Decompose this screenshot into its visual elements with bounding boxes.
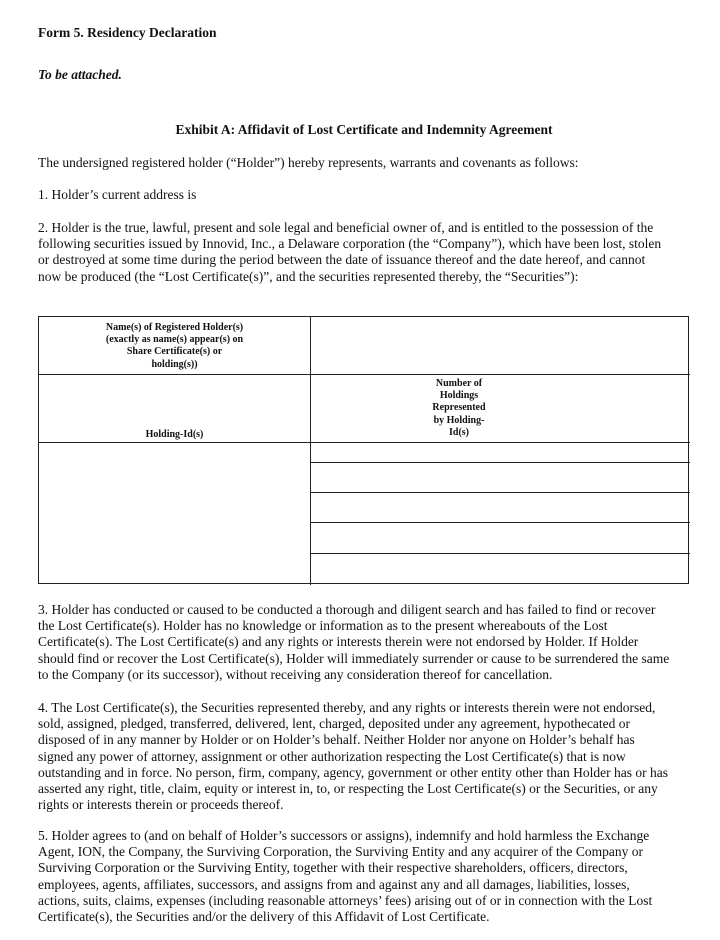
paragraph-2-line: following securities issued by Innovid, Inc., a Delaware corporation (the “Company”), which have been lost, stolen — [38, 236, 662, 252]
number-header-line: Number of — [435, 378, 483, 389]
paragraph-5-line: Certificate(s), the Securities and/or the delivery of this Affidavit of Lost Certificate. — [38, 909, 490, 925]
paragraph-3-line: Certificate(s). The Lost Certificate(s) and any rights or interests therein were not endorsed by Holder. If Holder — [38, 634, 639, 650]
holder-names-header — [39, 322, 310, 371]
paragraph-3-line: 3. Holder has conducted or caused to be conducted a thorough and diligent search and has failed to find or recover — [38, 602, 656, 617]
paragraph-5-line: actions, suits, claims, expenses (including reasonable attorneys’ fees) arising out of or in connection with the Lost — [38, 892, 653, 908]
paragraph-4-line: outstanding and in force. No person, firm, company, agency, government or other entity other than Holder has or has — [38, 764, 668, 780]
paragraph-1-text: 1. Holder’s current address is — [38, 187, 197, 202]
holder-names-header-line: (exactly as name(s) appear(s) on — [105, 334, 244, 346]
paragraph-4-line: signed any power of attorney, assignment or other authorization respecting the Lost Certificate(s) that is now — [38, 748, 626, 764]
table-column-divider — [310, 317, 311, 585]
table-row-divider — [310, 522, 690, 523]
paragraph-4-line: sold, assigned, pledged, transferred, delivered, lent, charged, deposited under any agreement, hypothecated or — [38, 716, 631, 732]
number-header-line: Id(s) — [448, 426, 469, 438]
holder-names-header-line: Share Certificate(s) or — [126, 346, 223, 358]
table-row-divider — [39, 442, 690, 443]
number-of-holdings-header — [419, 378, 499, 439]
paragraph-4-line: rights or interests therein or proceeds thereof. — [38, 797, 284, 813]
paragraph-1 — [38, 187, 690, 203]
holder-names-header-line: Name(s) of Registered Holder(s) — [105, 322, 244, 333]
holding-id-header: Holding-Id(s) — [145, 429, 204, 440]
intro-text: The undersigned registered holder (“Holder”) hereby represents, warrants and covenants as follows: — [38, 155, 579, 170]
paragraph-2-line: or destroyed at some time during the period between the date of issuance thereof and the date hereof, and cannot — [38, 252, 646, 268]
paragraph-5-line: employees, agents, affiliates, successors, and assigns from and against any and all damages, liabilities, losses, — [38, 876, 630, 892]
number-header-line: Represented — [432, 402, 486, 414]
table-row-divider — [310, 462, 690, 463]
number-header-line: by Holding- — [433, 414, 485, 426]
paragraph-2-line: 2. Holder is the true, lawful, present and sole legal and beneficial owner of, and is entitled to the possession of the — [38, 220, 654, 235]
number-header-line: Holdings — [439, 390, 479, 402]
attached-note: To be attached. — [38, 67, 122, 82]
table-row-divider — [39, 374, 690, 375]
paragraph-2 — [38, 220, 690, 285]
lost-certificate-table — [38, 316, 689, 584]
holder-names-header-line: holding(s)) — [151, 358, 198, 370]
paragraph-3-line: should find or recover the Lost Certificate(s), Holder will immediately surrender or cause to be surrendered the same — [38, 650, 670, 666]
table-row-divider — [310, 492, 690, 493]
table-row-divider — [310, 553, 690, 554]
paragraph-3 — [38, 602, 690, 683]
paragraph-4-line: disposed of in any manner by Holder or on Holder’s behalf. Neither Holder nor anyone on Holder’s behalf has — [38, 732, 635, 748]
paragraph-3-line: to the Company (or its successor), without receiving any consideration thereof for cancellation. — [38, 666, 553, 682]
paragraph-3-line: the Lost Certificate(s). Holder has no knowledge or information as to the present whereabouts of the Lost — [38, 618, 608, 634]
form-title: Form 5. Residency Declaration — [38, 25, 217, 40]
paragraph-2-line: now be produced (the “Lost Certificate(s)”, and the securities represented thereby, the “Securities”): — [38, 268, 579, 284]
paragraph-4-line: 4. The Lost Certificate(s), the Securities represented thereby, and any rights or interests therein were not endorsed, — [38, 700, 656, 715]
exhibit-title: Exhibit A: Affidavit of Lost Certificate and Indemnity Agreement — [175, 122, 553, 137]
paragraph-4 — [38, 700, 690, 813]
paragraph-5 — [38, 828, 690, 925]
paragraph-5-line: 5. Holder agrees to (and on behalf of Holder’s successors or assigns), indemnify and hold harmless the Exchange — [38, 828, 650, 843]
paragraph-5-line: Agent, ION, the Company, the Surviving Corporation, the Surviving Entity and any acquirer of the Company or — [38, 844, 644, 860]
paragraph-4-line: asserted any right, title, claim, equity or interest in, to, or respecting the Lost Certificate(s) or the Securities, or any — [38, 781, 658, 797]
intro-paragraph — [38, 155, 690, 171]
paragraph-5-line: Surviving Corporation or the Surviving Entity, together with their respective shareholders, officers, directors, — [38, 860, 628, 876]
